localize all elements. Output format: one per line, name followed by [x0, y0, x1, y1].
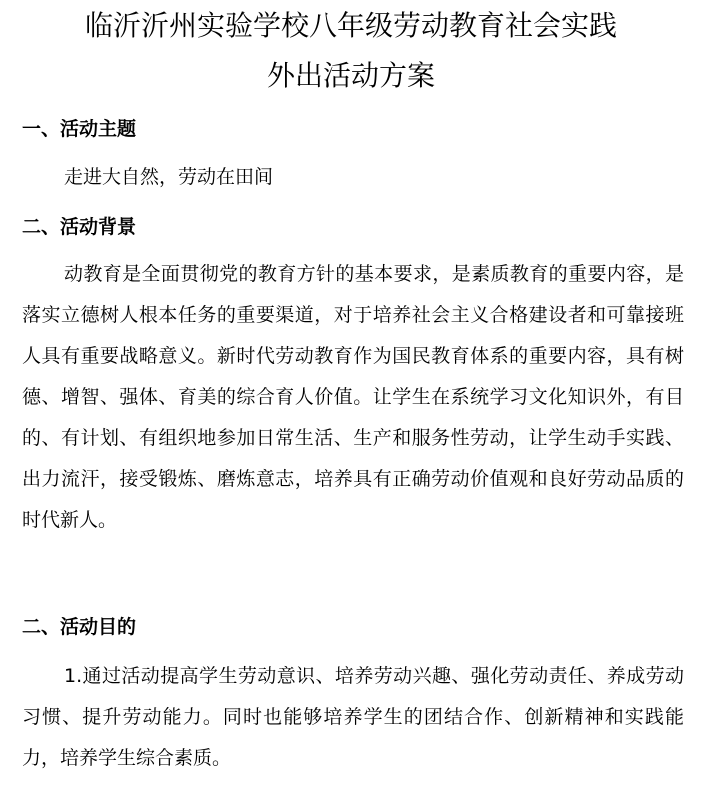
section-body-theme: 走进大自然，劳动在田间: [64, 166, 274, 188]
document-title-line-2: 外出活动方案: [266, 59, 435, 92]
section-heading-background: 二、活动背景: [22, 216, 137, 238]
document-title-line-1: 临沂沂州实验学校八年级劳动教育社会实践: [84, 9, 617, 42]
section-heading-purpose: 二、活动目的: [22, 616, 137, 638]
section-body-background: 动教育是全面贯彻党的教育方针的基本要求，是素质教育的重要内容，是落实立德树人根本任务的重要渠道，对于培养社会主义合格建设者和可靠接班人具有重要战略意义。新时代劳动教育作为国民教育体系的重要内容，具有树德、增智、强体、育美的综合育人价值。让学生在系统学习文化知识外，有目的、有计划、有组织地参加日常生活、生产和服务性劳动，让学生动手实践、出力流汗，接受锻炼、磨炼意志，培养具有正确劳动价值观和良好劳动品质的时代新人。: [22, 263, 684, 531]
section-body-purpose: 1.通过活动提高学生劳动意识、培养劳动兴趣、强化劳动责任、养成劳动习惯、提升劳动能力。同时也能够培养学生的团结合作、创新精神和实践能力，培养学生综合素质。: [22, 665, 684, 769]
section-heading-theme: 一、活动主题: [22, 118, 137, 140]
